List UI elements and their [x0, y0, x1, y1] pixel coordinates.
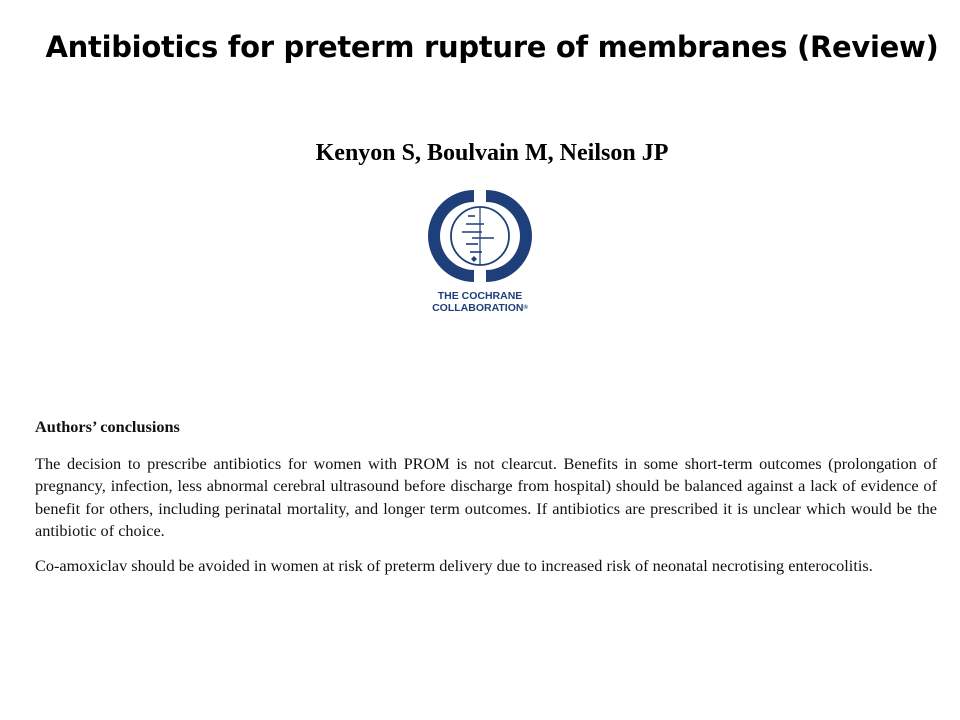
cochrane-logo-icon [428, 186, 532, 286]
cochrane-logo-text [418, 290, 542, 314]
logo-line-2: COLLABORATION [432, 302, 524, 314]
authors-line: Kenyon S, Boulvain M, Neilson JP [315, 140, 669, 166]
section-heading: Authors’ conclusions [35, 417, 180, 436]
logo-line-1: THE COCHRANE [437, 290, 523, 302]
logo-trademark: ® [523, 305, 528, 311]
slide-title: Antibiotics for preterm rupture of membranes (Review) [45, 30, 939, 64]
cochrane-logo [418, 186, 542, 318]
conclusion-paragraph-2: Co-amoxiclav should be avoided in women at risk of preterm delivery due to increased risk of neonatal necrotising enterocolitis. [35, 555, 873, 575]
authors-conclusions-section [35, 416, 937, 590]
conclusion-paragraph-1: The decision to prescribe antibiotics for women with PROM is not clearcut. Benefits in some short-term outcomes (prolongation of pregnancy, infection, less abnormal cerebral ultrasound before discharge from hospital) should be balanced against a lack of evidence of benefit for others, including perinatal mortality, and longer term outcomes. If antibiotics are prescribed it is unclear which would be the antibiotic of choice. [35, 453, 937, 541]
